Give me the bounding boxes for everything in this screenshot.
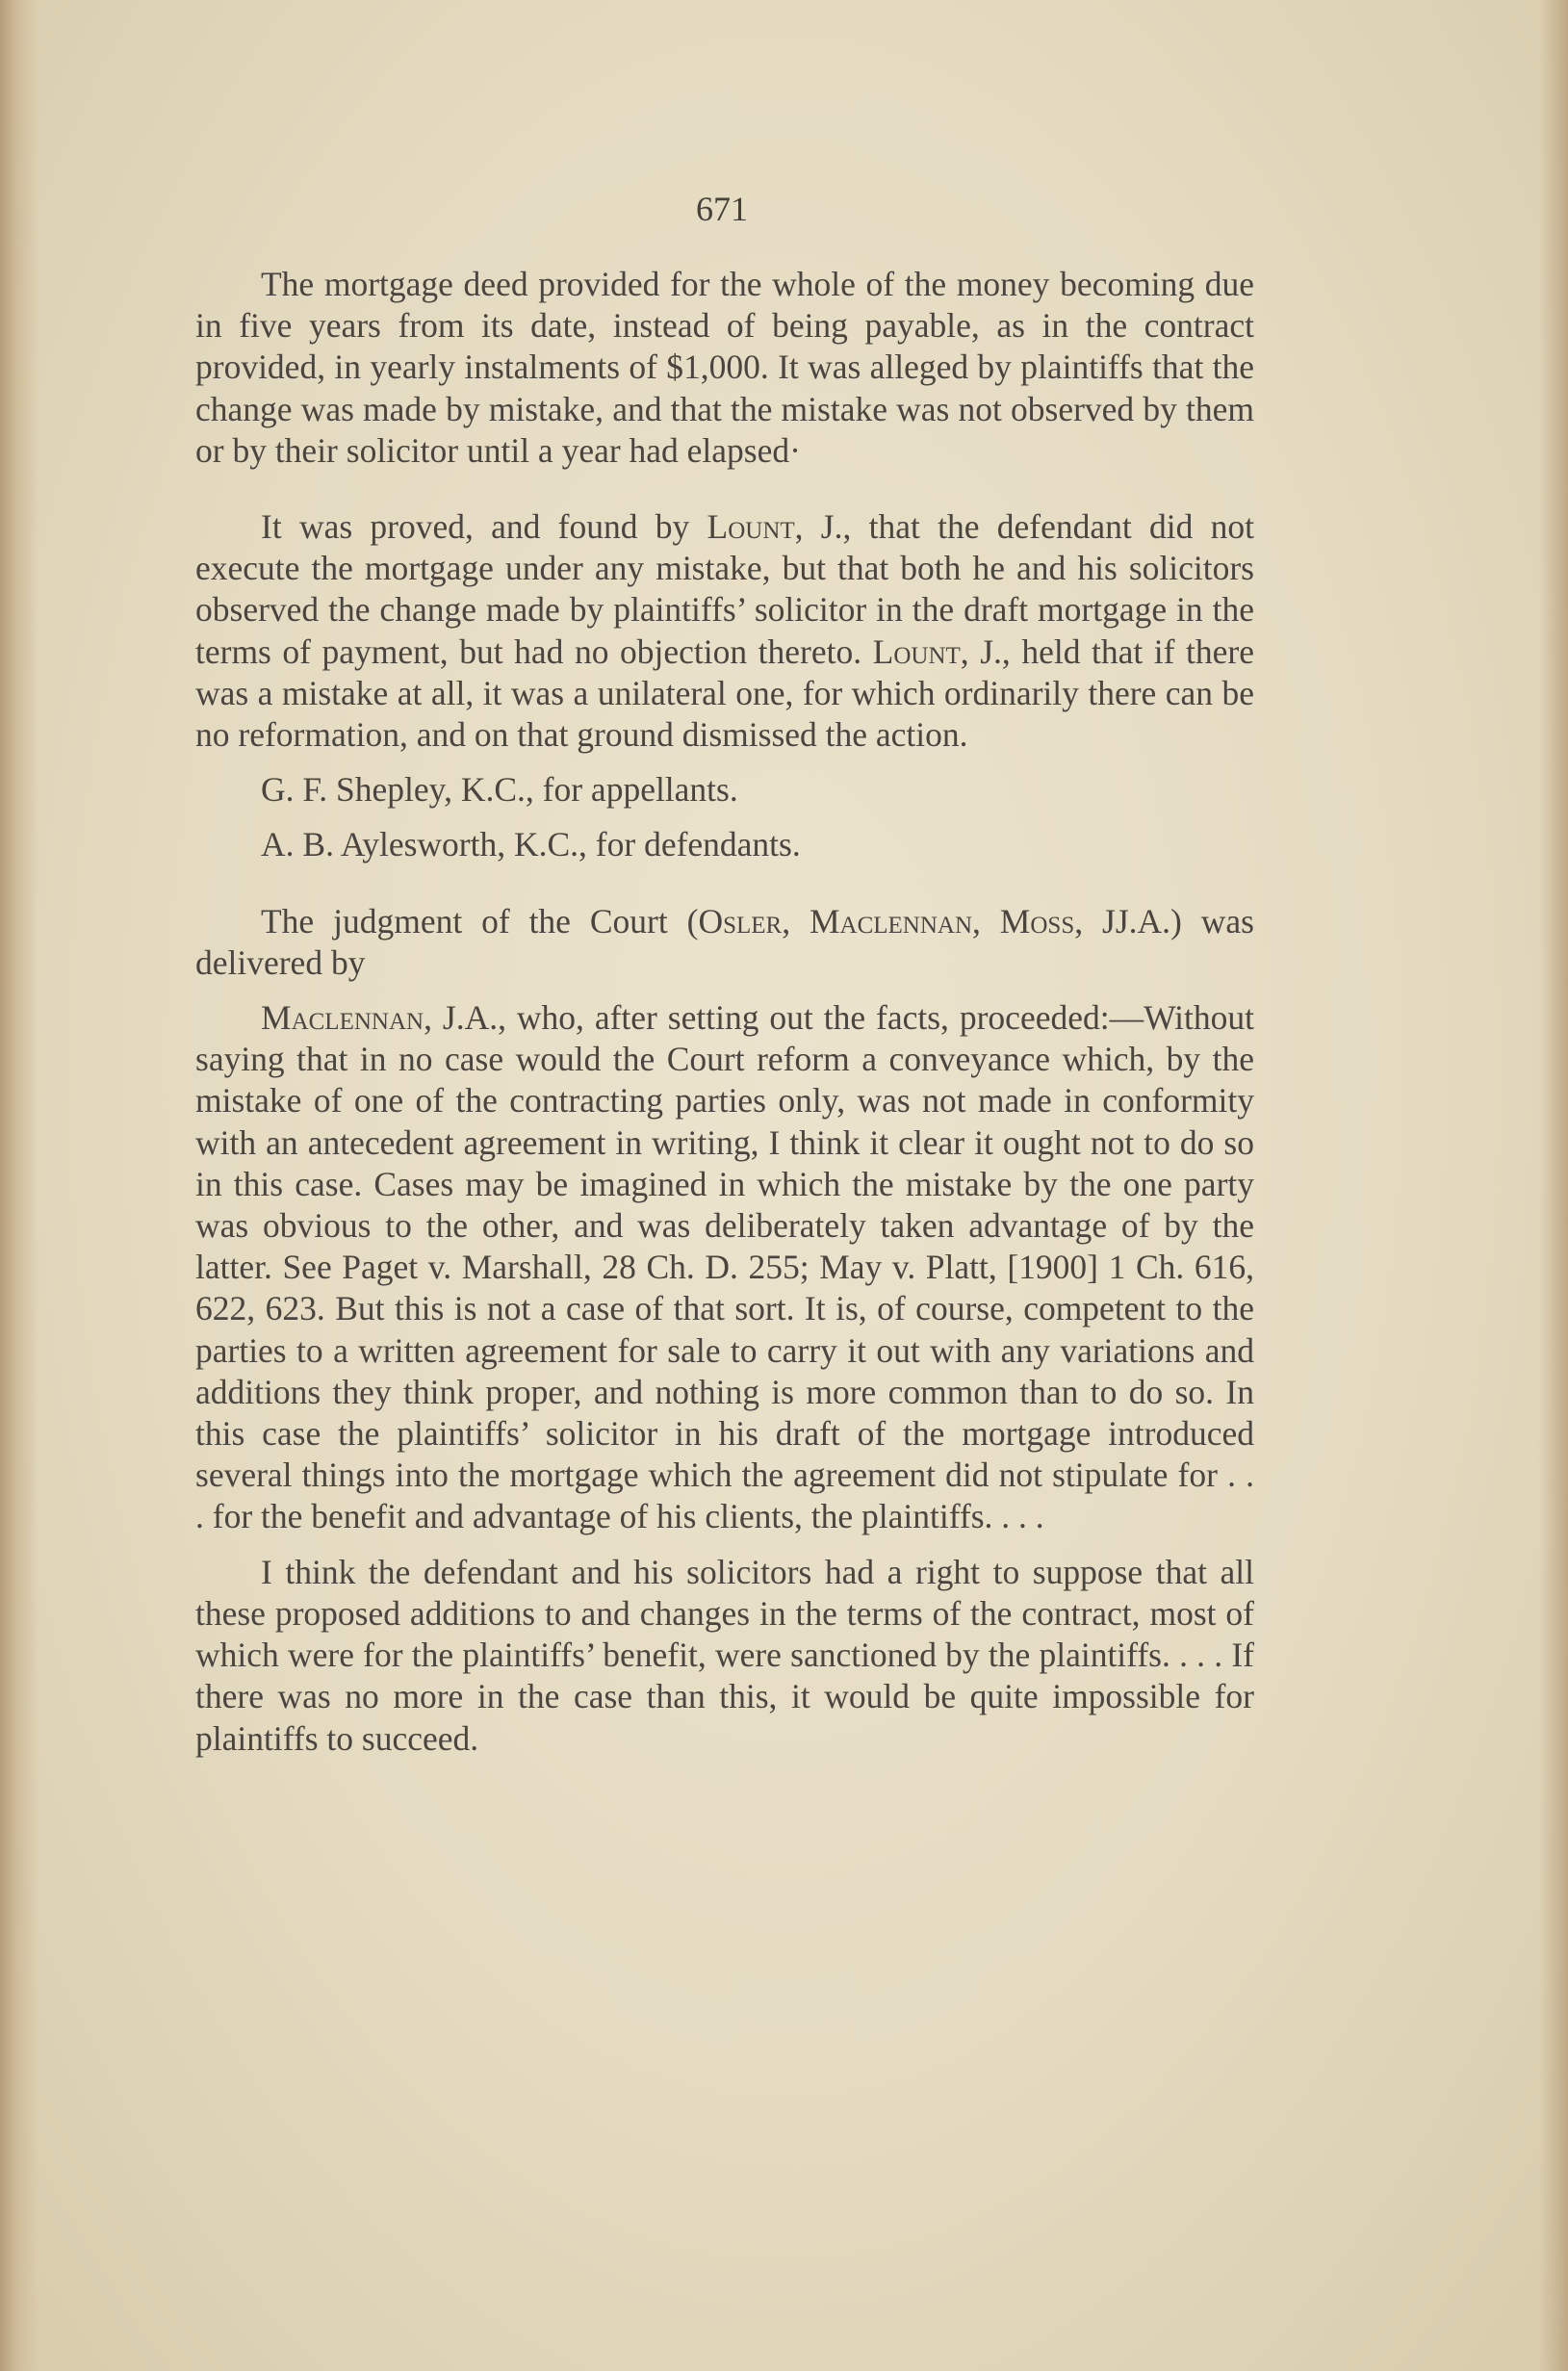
paragraph-judgment-intro bbox=[195, 901, 1254, 984]
text-run: It was proved, and found by bbox=[261, 507, 707, 547]
text-run: , J., held that if there was a mistake at all, it was a unilateral one, for which ordinarily there can be no reformation, and on that ground dismissed the action. bbox=[195, 631, 1254, 755]
paragraph-mortgage-deed: The mortgage deed provided for the whole of the money becoming due in five years from its date, instead of being payable, as in the contract provided, in yearly instalments of $1,000. It was alleged by plaintiffs that the change was made by mistake, and that the mistake was not observed by them or by their solicitor until a year had elapsed· bbox=[195, 265, 1254, 470]
judge-name: Maclennan bbox=[261, 998, 424, 1038]
text-run: , JJ.A.) was delivered by bbox=[195, 901, 1254, 982]
judge-name: Lount bbox=[872, 631, 961, 671]
counsel-appellants: G. F. Shepley, K.C., for appellants. bbox=[261, 770, 738, 810]
page-edge-shadow bbox=[1539, 0, 1568, 2371]
text-run: , J.A., who, after setting out the facts, proceeded:—Without saying that in no case would the Court reform a conveyance which, by the mistake of one of the contracting parties only, was not made in conformity with an antecedent agreement in writing, I think it clear it ought not to do so in this case. Cases may be imagined in which the mistake by the one party was obvious to the other, and was deliberately taken advantage of by the latter. See Paget v. Marshall, 28 Ch. D. 255; May v. Platt, [1900] 1 Ch. 616, 622, 623. But this is not a case of that sort. It is, of course, competent to the parties to a written agreement for sale to carry it out with any variations and additions they think proper, and nothing is more common than to do so. In this case the plaintiffs’ solicitor in his draft of the mortgage introduced several things into the mortgage which the agreement did not stipulate for . . . for the benefit and advantage of his clients, the plaintiffs. . . . bbox=[195, 998, 1254, 1536]
spine-shadow bbox=[0, 0, 39, 2371]
judges-names: Osler, Maclennan, Moss bbox=[698, 901, 1075, 941]
text-run: , J., that the defendant did not execute the mortgage under any mistake, but that both he and his solicitors observed the change made by plaintiffs’ solicitor in the draft mortgage in the terms of payment, but had no objection thereto. bbox=[195, 507, 1254, 671]
paragraph-conclusion: I think the defendant and his solicitors had a right to suppose that all these proposed additions to and changes in the terms of the contract, most of which were for the plaintiffs’ benefit, were sanctioned by the plaintiffs. . . . If there was no more in the case than this, it would be quite impossible for plaintiffs to succeed. bbox=[195, 1552, 1254, 1758]
counsel-defendants: A. B. Aylesworth, K.C., for defendants. bbox=[261, 825, 801, 864]
judge-name: Lount bbox=[707, 507, 795, 547]
text-run: The judgment of the Court ( bbox=[261, 901, 699, 941]
paragraph-judgment bbox=[195, 997, 1254, 1538]
paragraph-finding bbox=[195, 506, 1254, 756]
page-number: 671 bbox=[696, 190, 748, 228]
body-text bbox=[195, 264, 1254, 1760]
